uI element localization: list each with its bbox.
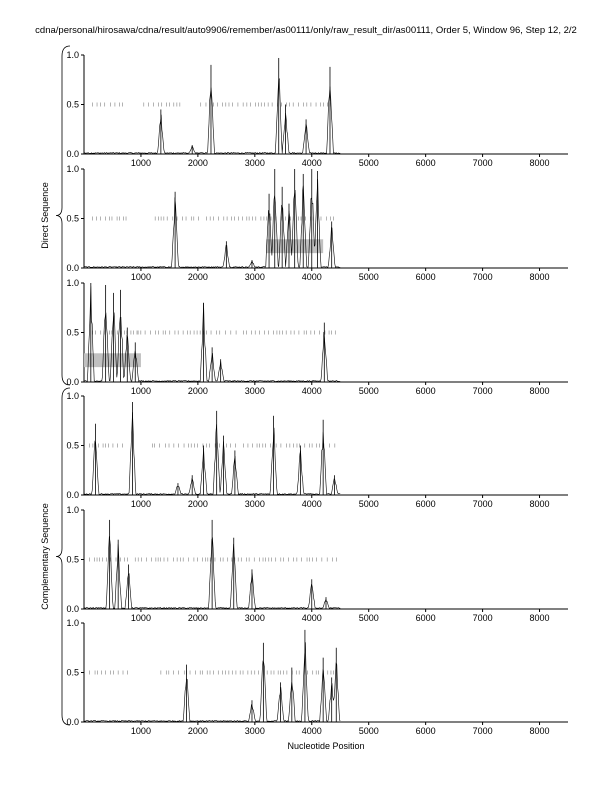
x-tick-label: 8000 <box>529 272 550 282</box>
x-tick-label: 3000 <box>244 613 265 623</box>
x-tick-label: 8000 <box>529 499 550 509</box>
x-tick-label: 4000 <box>301 499 322 509</box>
y-tick-label: 0.0 <box>66 604 79 614</box>
x-tick-label: 4000 <box>301 613 322 623</box>
x-tick-label: 2000 <box>187 272 208 282</box>
x-tick-label: 4000 <box>301 272 322 282</box>
chart-panel-4 <box>66 391 568 509</box>
x-tick-label: 7000 <box>472 499 493 509</box>
y-tick-label: 0.0 <box>66 149 79 159</box>
x-tick-label: 8000 <box>529 386 550 396</box>
x-tick-label: 5000 <box>358 499 379 509</box>
y-tick-label: 0.5 <box>66 440 79 451</box>
x-tick-label: 5000 <box>358 272 379 282</box>
y-tick-label: 0.0 <box>66 263 79 273</box>
direct-sequence-label: Direct Sequence <box>40 182 50 249</box>
x-tick-label: 6000 <box>415 386 436 396</box>
x-tick-label: 6000 <box>415 158 436 168</box>
x-tick-label: 6000 <box>415 272 436 282</box>
x-tick-label: 2000 <box>187 726 208 736</box>
chart-panel-1 <box>66 50 568 168</box>
x-axis-label: Nucleotide Position <box>287 741 365 751</box>
y-tick-label: 0.5 <box>66 99 79 110</box>
chart-panel-6 <box>66 618 568 736</box>
x-tick-label: 4000 <box>301 158 322 168</box>
score-trace <box>84 179 340 267</box>
x-tick-label: 8000 <box>529 158 550 168</box>
y-tick-label: 0.0 <box>66 490 79 500</box>
highlight-region <box>84 353 141 367</box>
y-tick-label: 1.0 <box>66 505 79 515</box>
y-tick-label: 0.0 <box>66 717 79 727</box>
y-tick-label: 1.0 <box>66 278 79 288</box>
x-tick-label: 3000 <box>244 726 265 736</box>
x-tick-label: 4000 <box>301 386 322 396</box>
x-tick-label: 7000 <box>472 613 493 623</box>
x-tick-label: 3000 <box>244 386 265 396</box>
y-tick-label: 0.5 <box>66 667 79 678</box>
x-tick-label: 1000 <box>130 613 151 623</box>
x-tick-label: 1000 <box>130 272 151 282</box>
x-tick-label: 1000 <box>130 726 151 736</box>
x-tick-label: 5000 <box>358 158 379 168</box>
x-tick-label: 6000 <box>415 499 436 509</box>
y-tick-label: 1.0 <box>66 164 79 174</box>
score-trace <box>84 412 340 494</box>
chart-panel-2 <box>66 164 568 282</box>
x-tick-label: 3000 <box>244 499 265 509</box>
x-tick-label: 4000 <box>301 726 322 736</box>
x-tick-label: 2000 <box>187 499 208 509</box>
x-tick-label: 3000 <box>244 158 265 168</box>
x-tick-label: 7000 <box>472 272 493 282</box>
x-tick-label: 6000 <box>415 726 436 736</box>
y-tick-label: 0.5 <box>66 213 79 224</box>
x-tick-label: 3000 <box>244 272 265 282</box>
x-tick-label: 1000 <box>130 499 151 509</box>
x-tick-label: 8000 <box>529 726 550 736</box>
y-tick-label: 0.5 <box>66 327 79 338</box>
y-tick-label: 0.0 <box>66 377 79 387</box>
x-tick-label: 2000 <box>187 613 208 623</box>
x-tick-label: 5000 <box>358 386 379 396</box>
x-tick-label: 2000 <box>187 386 208 396</box>
page-title: cdna/personal/hirosawa/cdna/result/auto9906/remember/as00111/only/raw_result_dir/as00111, Order 5, Window 96, Step 12, 2/2 <box>35 25 577 36</box>
chart-panel-3 <box>66 278 568 396</box>
x-tick-label: 7000 <box>472 726 493 736</box>
score-trace <box>84 79 340 154</box>
x-tick-label: 5000 <box>358 726 379 736</box>
x-tick-label: 6000 <box>415 613 436 623</box>
score-trace <box>84 642 340 721</box>
complementary-sequence-label: Complementary Sequence <box>40 503 50 610</box>
y-tick-label: 0.5 <box>66 554 79 565</box>
x-tick-label: 5000 <box>358 613 379 623</box>
x-tick-label: 1000 <box>130 158 151 168</box>
y-tick-label: 1.0 <box>66 618 79 628</box>
x-tick-label: 7000 <box>472 386 493 396</box>
chart-panels <box>66 50 568 736</box>
x-tick-label: 7000 <box>472 158 493 168</box>
x-tick-label: 2000 <box>187 158 208 168</box>
x-tick-label: 1000 <box>130 386 151 396</box>
y-tick-label: 1.0 <box>66 50 79 60</box>
chart-panel-5 <box>66 505 568 623</box>
y-tick-label: 1.0 <box>66 391 79 401</box>
x-tick-label: 8000 <box>529 613 550 623</box>
